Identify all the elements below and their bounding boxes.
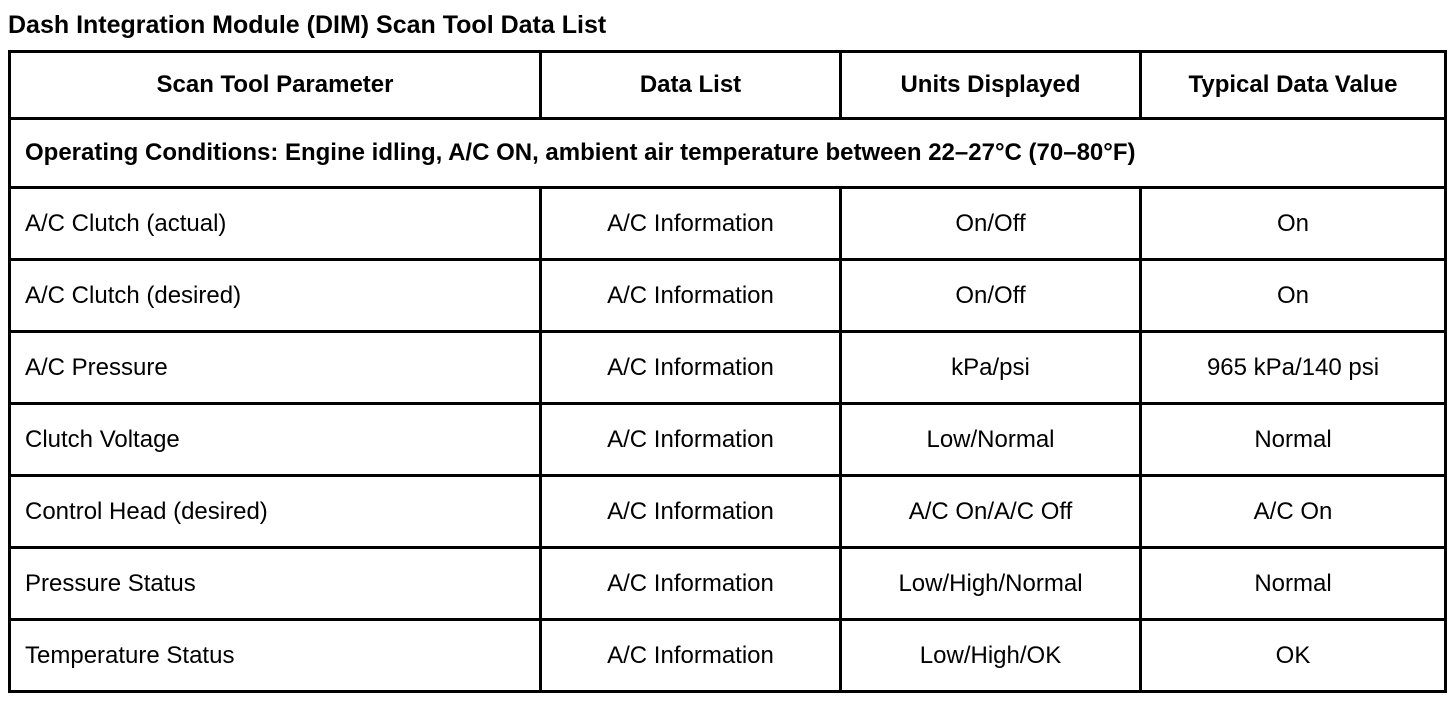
table-row xyxy=(10,332,1446,404)
table-row xyxy=(10,476,1446,548)
parameter-cell: Control Head (desired) xyxy=(10,476,541,548)
units-cell: Low/High/OK xyxy=(841,620,1141,692)
data-list-cell: A/C Information xyxy=(541,620,841,692)
typical-value-cell: OK xyxy=(1141,620,1446,692)
typical-value-cell: Normal xyxy=(1141,404,1446,476)
table-row xyxy=(10,620,1446,692)
units-cell: Low/Normal xyxy=(841,404,1141,476)
header-data-list: Data List xyxy=(541,52,841,119)
data-list-cell: A/C Information xyxy=(541,332,841,404)
data-list-cell: A/C Information xyxy=(541,404,841,476)
header-scan-tool-parameter: Scan Tool Parameter xyxy=(10,52,541,119)
data-list-cell: A/C Information xyxy=(541,188,841,260)
parameter-cell: Temperature Status xyxy=(10,620,541,692)
data-list-cell: A/C Information xyxy=(541,260,841,332)
data-list-cell: A/C Information xyxy=(541,476,841,548)
units-cell: kPa/psi xyxy=(841,332,1141,404)
parameter-cell: Pressure Status xyxy=(10,548,541,620)
table-header-row xyxy=(10,52,1446,119)
units-cell: Low/High/Normal xyxy=(841,548,1141,620)
units-cell: On/Off xyxy=(841,188,1141,260)
header-typical-data-value: Typical Data Value xyxy=(1141,52,1446,119)
scan-tool-data-table xyxy=(8,50,1447,693)
units-cell: On/Off xyxy=(841,260,1141,332)
parameter-cell: A/C Clutch (actual) xyxy=(10,188,541,260)
operating-conditions-text: Operating Conditions: Engine idling, A/C ON, ambient air temperature between 22–27°C (70–80°F) xyxy=(10,119,1446,188)
typical-value-cell: 965 kPa/140 psi xyxy=(1141,332,1446,404)
parameter-cell: Clutch Voltage xyxy=(10,404,541,476)
table-row xyxy=(10,188,1446,260)
parameter-cell: A/C Pressure xyxy=(10,332,541,404)
typical-value-cell: On xyxy=(1141,260,1446,332)
data-list-cell: A/C Information xyxy=(541,548,841,620)
header-units-displayed: Units Displayed xyxy=(841,52,1141,119)
table-row xyxy=(10,404,1446,476)
operating-conditions-row xyxy=(10,119,1446,188)
document-title: Dash Integration Module (DIM) Scan Tool Data List xyxy=(8,11,607,39)
parameter-cell: A/C Clutch (desired) xyxy=(10,260,541,332)
typical-value-cell: Normal xyxy=(1141,548,1446,620)
table-row xyxy=(10,548,1446,620)
typical-value-cell: A/C On xyxy=(1141,476,1446,548)
typical-value-cell: On xyxy=(1141,188,1446,260)
table-row xyxy=(10,260,1446,332)
units-cell: A/C On/A/C Off xyxy=(841,476,1141,548)
